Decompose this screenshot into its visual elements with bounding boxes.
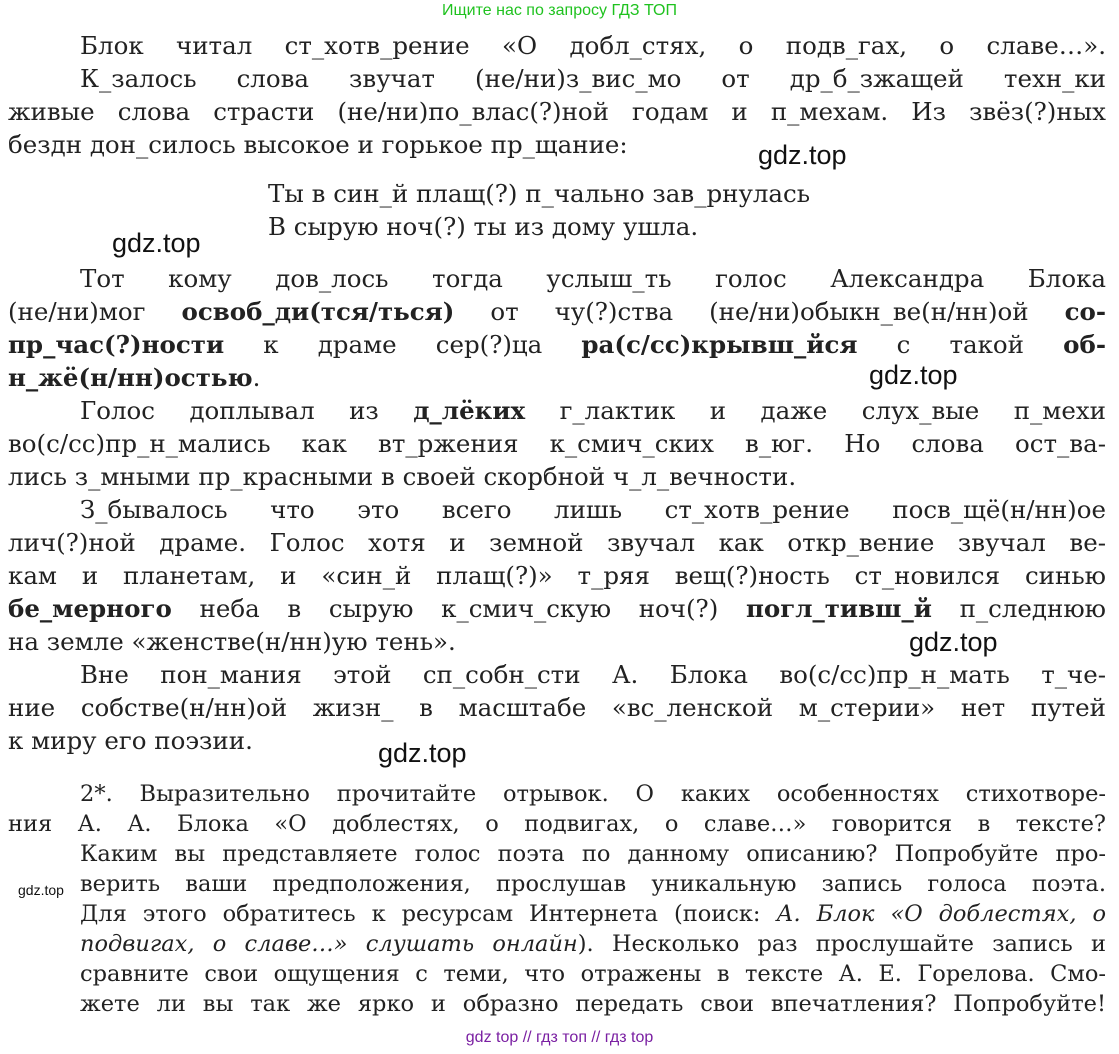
task-line: ния А. А. Блока «О доблестях, о подвигах, о славе…» говорится в тексте? — [8, 811, 1106, 837]
text-line — [8, 295, 1106, 328]
footer-links[interactable]: gdz top // гдз топ // гдз top — [465, 1029, 654, 1046]
bold-word: со- — [1064, 297, 1106, 326]
text-fragment: к драме сер(?)ца — [224, 330, 582, 359]
text-line: живые слова страсти (не/ни)по_влас(?)ной годам и п_мехам. Из звёз(?)ных — [8, 97, 1106, 126]
text-line: Блок читал ст_хотв_рение «О добл_стях, о подв_гах, о славе…». — [80, 31, 1106, 60]
text-line: З_бывалось что это всего лишь ст_хотв_рение посв_щё(н/нн)ое — [80, 495, 1106, 524]
text-line — [8, 592, 1106, 625]
watermark: gdz.top — [758, 140, 847, 170]
text-fragment: (не/ни)мог — [8, 297, 182, 326]
text-fragment: неба в сырую к_смич_скую ноч(?) — [171, 594, 746, 623]
text-line: кам и планетам, и «син_й плащ(?)» т_ряя вещ(?)ность ст_новился синью — [8, 561, 1106, 590]
text-fragment: г_лактик и даже слух_вые п_мехи — [525, 396, 1106, 425]
text-line: лич(?)ной драме. Голос хотя и земной звучал как откр_вение звучал ве- — [8, 528, 1106, 557]
verse-line: Ты в син_й плащ(?) п_чально зав_рнулась — [268, 179, 811, 208]
bold-word: освоб_ди(тся/ться) — [181, 297, 455, 326]
text-fragment: от чу(?)ства (не/ни)обыкн_ве(н/нн)ой — [454, 297, 1065, 326]
bold-word: ра(с/сс)крывш_йся — [581, 330, 858, 359]
task-line: жете ли вы так же ярко и образно передать свои впечатления? Попробуйте! — [80, 991, 1106, 1017]
task-line: Каким вы представляете голос поэта по данному описанию? Попробуйте про- — [80, 841, 1106, 867]
watermark-small: gdz.top — [18, 882, 64, 898]
text-line: во(с/сс)пр_н_мались как вт_ржения к_смич_ских в_юг. Но слова ост_ва- — [8, 429, 1106, 458]
text-line: К_залось слова звучат (не/ни)з_вис_мо от др_б_зжащей техн_ки — [80, 64, 1106, 93]
text-line: ние собстве(н/нн)ой жизн_ в масштабе «вс_ленской м_стерии» нет путей — [8, 693, 1106, 722]
text-line: бездн дон_силось высокое и горькое пр_щание: — [8, 130, 628, 159]
text-line: лись з_мными пр_красными в своей скорбной ч_л_вечности. — [8, 462, 797, 491]
search-hint-link[interactable]: Ищите нас по запросу ГДЗ ТОП — [442, 2, 677, 19]
text-line: Вне пон_мания этой сп_собн_сти А. Блока во(с/сс)пр_н_мать т_че- — [80, 660, 1106, 689]
watermark: gdz.top — [869, 360, 958, 390]
task-line — [80, 930, 1106, 959]
bold-word: об- — [1063, 330, 1106, 359]
task-line: сравните свои ощущения с теми, что отражены в тексте А. Е. Горелова. Смо- — [80, 961, 1106, 987]
bold-word: бе_мерного — [8, 594, 172, 623]
task-line: 2*. Выразительно прочитайте отрывок. О каких особенностях стихотворе- — [80, 781, 1106, 807]
text-fragment: . — [252, 363, 261, 392]
italic-fragment: А. Блок «О доблестях, о — [776, 901, 1106, 927]
text-fragment: с такой — [857, 330, 1064, 359]
text-line: Тот кому дов_лось тогда услыш_ть голос Александра Блока — [80, 264, 1106, 293]
text-line — [8, 328, 1106, 361]
bold-word: пр_час(?)ности — [8, 330, 225, 359]
text-fragment: Голос доплывал из — [80, 396, 414, 425]
italic-fragment: подвигах, о славе…» слушать онлайн — [80, 931, 578, 957]
task-line: верить ваши предположения, прослушав уникальную запись голоса поэта. — [80, 871, 1106, 897]
text-fragment: п_следнюю — [931, 594, 1107, 623]
text-line: на земле «женстве(н/нн)ую тень». — [8, 627, 456, 656]
text-fragment: ). Несколько раз прослушайте запись и — [577, 931, 1106, 957]
bold-word: погл_тивш_й — [745, 594, 932, 623]
text-fragment: Для этого обратитесь к ресурсам Интернета (поиск: — [80, 901, 777, 927]
text-line: к миру его поэзии. — [8, 726, 253, 755]
task-line — [80, 900, 1106, 929]
watermark: gdz.top — [112, 228, 201, 258]
bold-word: д_лёких — [413, 396, 526, 425]
watermark: gdz.top — [909, 627, 998, 657]
watermark: gdz.top — [378, 738, 467, 768]
verse-line: В сырую ноч(?) ты из дому ушла. — [268, 212, 699, 241]
text-line — [80, 394, 1106, 427]
bold-word: н_жё(н/нн)остью — [8, 363, 253, 392]
